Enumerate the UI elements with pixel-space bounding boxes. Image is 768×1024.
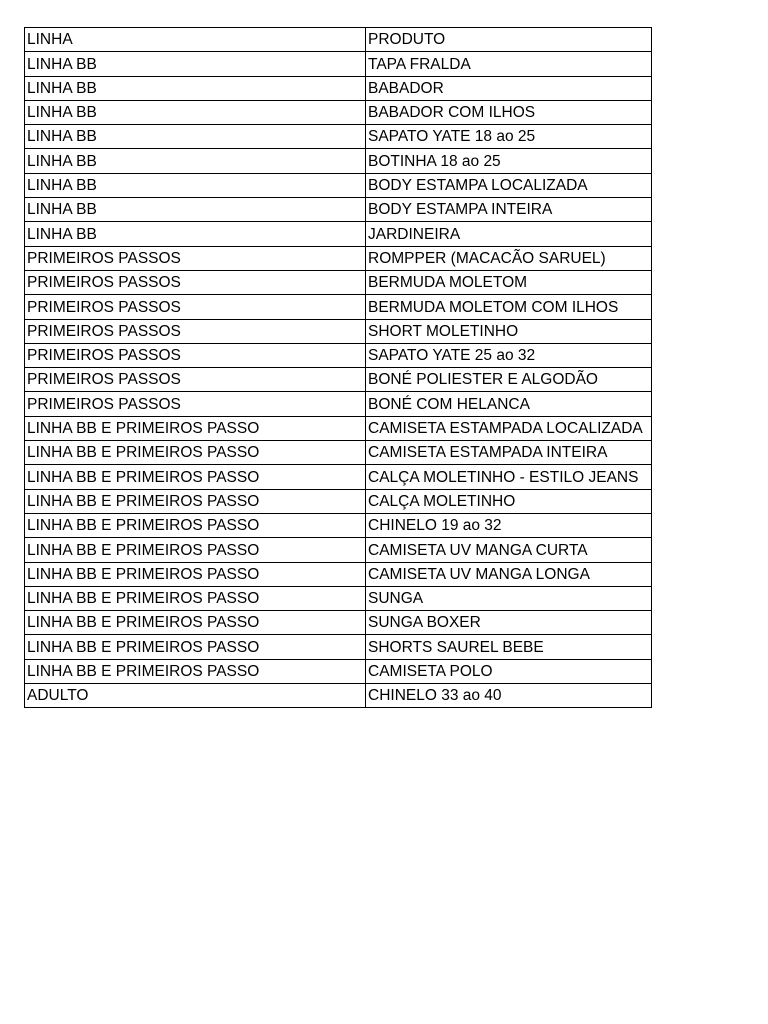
table-row [25,684,652,708]
cell-produto: SHORTS SAUREL BEBE [366,635,652,659]
cell-linha: LINHA BB [25,125,366,149]
cell-linha: LINHA BB [25,222,366,246]
cell-produto: BONÉ COM HELANCA [366,392,652,416]
cell-produto: BOTINHA 18 ao 25 [366,149,652,173]
table-row [25,465,652,489]
table-row [25,270,652,294]
table-row [25,100,652,124]
cell-linha: LINHA BB [25,100,366,124]
cell-produto: SUNGA [366,586,652,610]
cell-produto: SUNGA BOXER [366,611,652,635]
cell-produto: CAMISETA ESTAMPADA INTEIRA [366,441,652,465]
cell-produto: CAMISETA UV MANGA LONGA [366,562,652,586]
cell-produto: ROMPPER (MACACÃO SARUEL) [366,246,652,270]
cell-produto: CALÇA MOLETINHO - ESTILO JEANS [366,465,652,489]
table-row [25,125,652,149]
cell-produto: CAMISETA UV MANGA CURTA [366,538,652,562]
cell-linha: LINHA BB E PRIMEIROS PASSO [25,441,366,465]
table-row [25,343,652,367]
cell-linha: LINHA BB E PRIMEIROS PASSO [25,586,366,610]
product-table-body [25,28,652,708]
cell-linha: LINHA BB [25,149,366,173]
cell-linha: PRIMEIROS PASSOS [25,343,366,367]
cell-produto: BODY ESTAMPA INTEIRA [366,198,652,222]
cell-linha: PRIMEIROS PASSOS [25,295,366,319]
cell-linha: LINHA BB E PRIMEIROS PASSO [25,635,366,659]
cell-produto: CALÇA MOLETINHO [366,489,652,513]
table-row [25,52,652,76]
cell-linha: LINHA BB E PRIMEIROS PASSO [25,611,366,635]
cell-produto: SAPATO YATE 25 ao 32 [366,343,652,367]
cell-produto: SHORT MOLETINHO [366,319,652,343]
cell-linha: PRIMEIROS PASSOS [25,368,366,392]
table-row [25,222,652,246]
table-row [25,416,652,440]
cell-linha: LINHA BB E PRIMEIROS PASSO [25,659,366,683]
cell-produto: BODY ESTAMPA LOCALIZADA [366,173,652,197]
table-row [25,295,652,319]
cell-produto: CAMISETA POLO [366,659,652,683]
table-header-row [25,28,652,52]
cell-linha: PRIMEIROS PASSOS [25,270,366,294]
cell-produto: BABADOR COM ILHOS [366,100,652,124]
cell-produto: BABADOR [366,76,652,100]
cell-produto: CHINELO 19 ao 32 [366,513,652,537]
table-row [25,635,652,659]
table-row [25,513,652,537]
table-row [25,441,652,465]
table-row [25,198,652,222]
cell-produto: BONÉ POLIESTER E ALGODÃO [366,368,652,392]
cell-produto: JARDINEIRA [366,222,652,246]
cell-linha: ADULTO [25,684,366,708]
cell-produto: CHINELO 33 ao 40 [366,684,652,708]
cell-linha: LINHA BB E PRIMEIROS PASSO [25,513,366,537]
table-row [25,392,652,416]
table-row [25,489,652,513]
table-row [25,659,652,683]
cell-produto: BERMUDA MOLETOM [366,270,652,294]
table-row [25,149,652,173]
table-row [25,246,652,270]
cell-linha: PRIMEIROS PASSOS [25,246,366,270]
cell-linha: LINHA BB E PRIMEIROS PASSO [25,562,366,586]
header-linha: LINHA [25,28,366,52]
cell-linha: LINHA BB E PRIMEIROS PASSO [25,416,366,440]
cell-produto: CAMISETA ESTAMPADA LOCALIZADA [366,416,652,440]
table-row [25,562,652,586]
cell-linha: LINHA BB E PRIMEIROS PASSO [25,489,366,513]
cell-produto: TAPA FRALDA [366,52,652,76]
cell-linha: PRIMEIROS PASSOS [25,319,366,343]
cell-produto: BERMUDA MOLETOM COM ILHOS [366,295,652,319]
table-row [25,319,652,343]
table-row [25,368,652,392]
cell-linha: LINHA BB [25,52,366,76]
cell-linha: LINHA BB E PRIMEIROS PASSO [25,465,366,489]
table-row [25,586,652,610]
table-row [25,611,652,635]
cell-linha: LINHA BB E PRIMEIROS PASSO [25,538,366,562]
cell-linha: PRIMEIROS PASSOS [25,392,366,416]
cell-linha: LINHA BB [25,173,366,197]
table-row [25,538,652,562]
cell-linha: LINHA BB [25,198,366,222]
table-row [25,76,652,100]
header-produto: PRODUTO [366,28,652,52]
cell-linha: LINHA BB [25,76,366,100]
table-row [25,173,652,197]
product-table [24,27,652,708]
cell-produto: SAPATO YATE 18 ao 25 [366,125,652,149]
